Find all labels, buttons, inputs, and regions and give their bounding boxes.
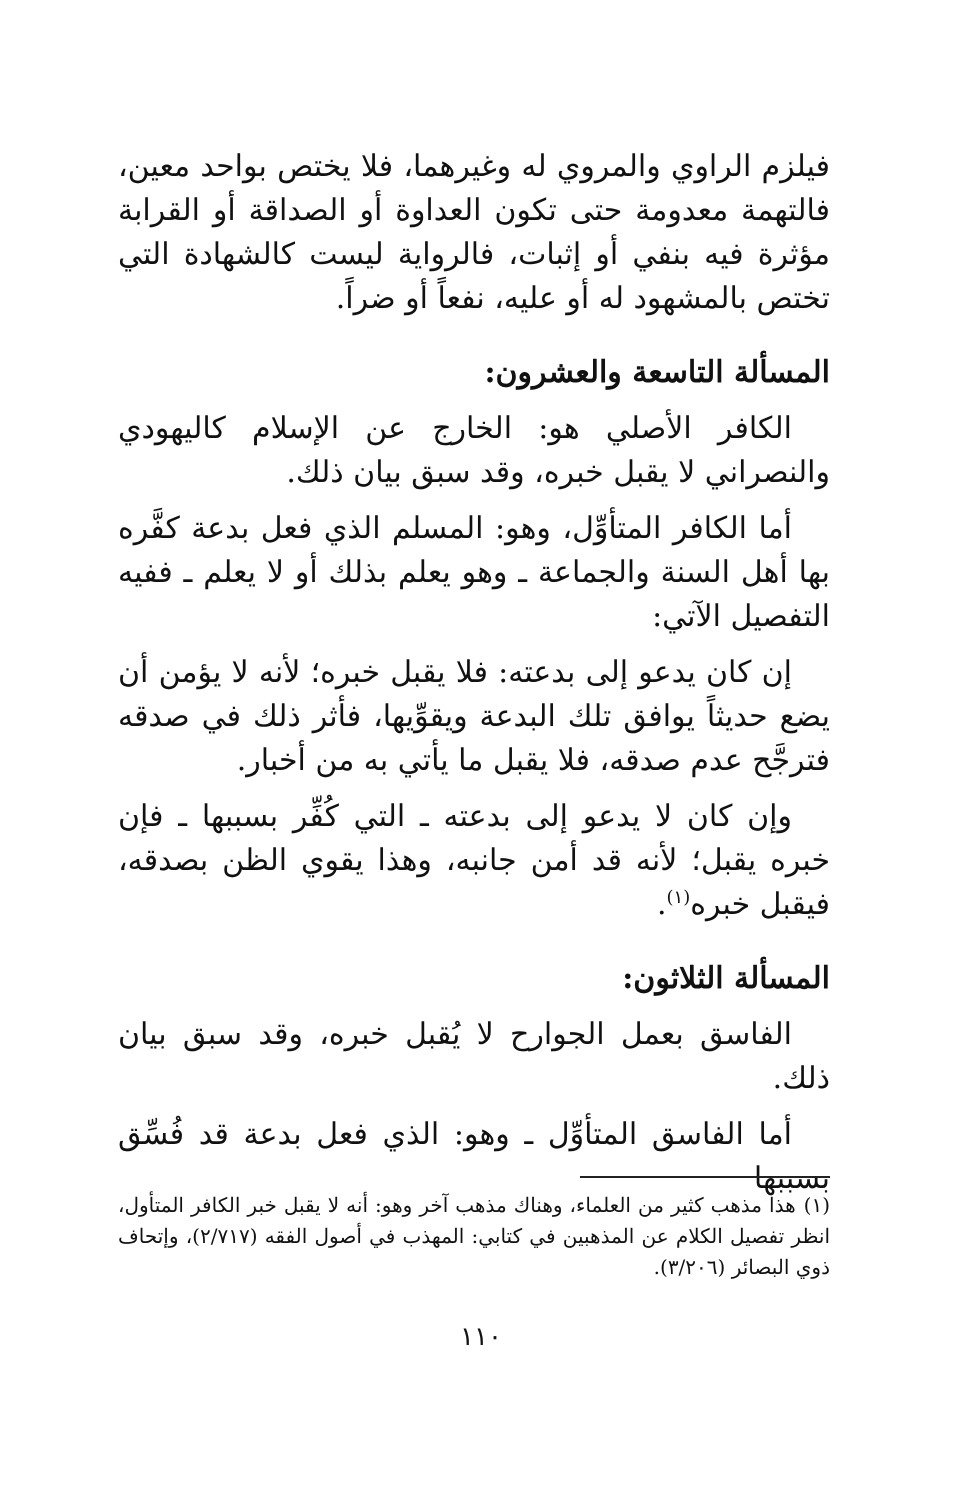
paragraph-5 xyxy=(118,795,830,927)
paragraph-1: فيلزم الراوي والمروي له وغيرهما، فلا يختص بواحد معين، فالتهمة معدومة حتى تكون العداوة أو الصداقة أو القرابة مؤثرة فيه بنفي أو إثبات، فالرواية ليست كالشهادة التي تختص بالمشهود له أو عليه، نفعاً أو ضراً. xyxy=(118,149,830,316)
section-heading-30: المسألة الثلاثون: xyxy=(622,961,830,996)
page-body xyxy=(118,145,830,1201)
paragraph-5-text: وإن كان لا يدعو إلى بدعته ـ التي كُفِّر بسببها ـ فإن خبره يقبل؛ لأنه قد أمن جانبه، وهذا يقوي الظن بصدقه، فيقبل خبره xyxy=(118,799,830,922)
paragraph-5-end: . xyxy=(656,887,667,922)
footnote-text: هذا مذهب كثير من العلماء، وهناك مذهب آخر وهو: أنه لا يقبل خبر الكافر المتأول، انظر تفصيل الكلام عن المذهبين في كتابي: المهذب في أصول الفقه (٢/٧١٧)، وإتحاف ذوي البصائر (٣/٢٠٦). xyxy=(118,1193,830,1279)
paragraph-6: الفاسق بعمل الجوارح لا يُقبل خبره، وقد سبق بيان ذلك. xyxy=(118,1017,830,1096)
footnote-reference[interactable]: (١) xyxy=(666,887,691,908)
paragraph-2: الكافر الأصلي هو: الخارج عن الإسلام كاليهودي والنصراني لا يقبل خبره، وقد سبق بيان ذلك. xyxy=(118,411,830,490)
page-number: ١١٠ xyxy=(460,1322,502,1352)
footnote-divider xyxy=(580,1176,830,1178)
footnote xyxy=(118,1190,830,1283)
section-heading-29: المسألة التاسعة والعشرون: xyxy=(484,355,830,390)
paragraph-4: إن كان يدعو إلى بدعته: فلا يقبل خبره؛ لأنه لا يؤمن أن يضع حديثاً يوافق تلك البدعة ويقوِّيها، فأثر ذلك في صدقه فترجَّح عدم صدقه، فلا يقبل ما يأتي به من أخبار. xyxy=(118,655,830,778)
paragraph-7: أما الفاسق المتأوِّل ـ وهو: الذي فعل بدعة قد فُسِّق بسببها xyxy=(118,1117,830,1196)
footnote-marker: (١) xyxy=(803,1193,830,1217)
paragraph-3: أما الكافر المتأوِّل، وهو: المسلم الذي فعل بدعة كفَّره بها أهل السنة والجماعة ـ وهو يعلم بذلك أو لا يعلم ـ ففيه التفصيل الآتي: xyxy=(118,511,830,634)
